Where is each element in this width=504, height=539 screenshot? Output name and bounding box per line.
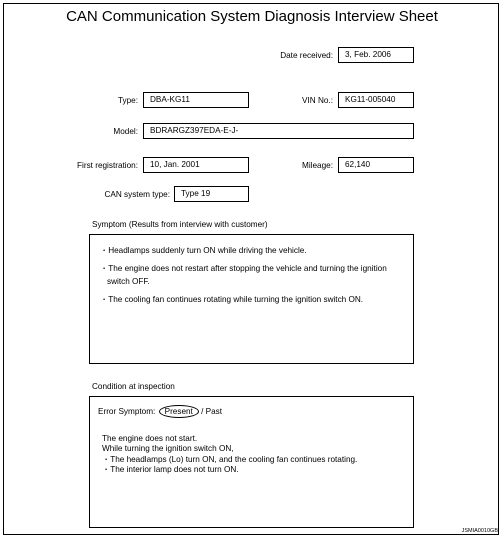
symptom-panel[interactable] [89, 234, 414, 364]
sheet-title: CAN Communication System Diagnosis Interview Sheet [66, 8, 438, 25]
condition-line-2: While turning the ignition switch ON, [102, 444, 234, 453]
symptom-line-3: switch OFF. [107, 277, 150, 286]
condition-panel[interactable] [89, 396, 414, 528]
first-registration-label: First registration: [77, 161, 138, 170]
symptom-line-2: ・The engine does not restart after stopping the vehicle and turning the ignition [100, 264, 387, 273]
date-received-label: Date received: [280, 51, 333, 60]
error-symptom-row [98, 405, 222, 418]
type-field[interactable]: DBA-KG11 [143, 92, 249, 108]
vin-label: VIN No.: [302, 96, 333, 105]
condition-line-1: The engine does not start. [102, 434, 198, 443]
condition-heading: Condition at inspection [92, 382, 175, 391]
can-system-type-label: CAN system type: [104, 190, 170, 199]
model-field[interactable]: BDRARGZ397EDA-E-J- [143, 123, 414, 139]
mileage-label: Mileage: [302, 161, 333, 170]
symptom-line-1: ・Headlamps suddenly turn ON while driving the vehicle. [100, 246, 307, 255]
error-symptom-label: Error Symptom: [98, 407, 156, 416]
symptom-line-4: ・The cooling fan continues rotating while turning the ignition switch ON. [100, 295, 364, 304]
error-present-option[interactable]: Present [159, 405, 199, 418]
figure-code: JSMIA0010GB [461, 528, 498, 534]
condition-line-4: ・The interior lamp does not turn ON. [102, 465, 239, 474]
date-received-field[interactable]: 3, Feb. 2006 [338, 47, 414, 63]
error-past-option[interactable]: / Past [201, 407, 223, 416]
can-system-type-field[interactable]: Type 19 [174, 186, 249, 202]
symptom-heading: Symptom (Results from interview with customer) [92, 220, 268, 229]
vin-field[interactable]: KG11-005040 [338, 92, 414, 108]
type-label: Type: [117, 96, 138, 105]
mileage-field[interactable]: 62,140 [338, 157, 414, 173]
first-registration-field[interactable]: 10, Jan. 2001 [143, 157, 249, 173]
model-label: Model: [113, 127, 138, 136]
condition-line-3: ・The headlamps (Lo) turn ON, and the cooling fan continues rotating. [102, 455, 358, 464]
